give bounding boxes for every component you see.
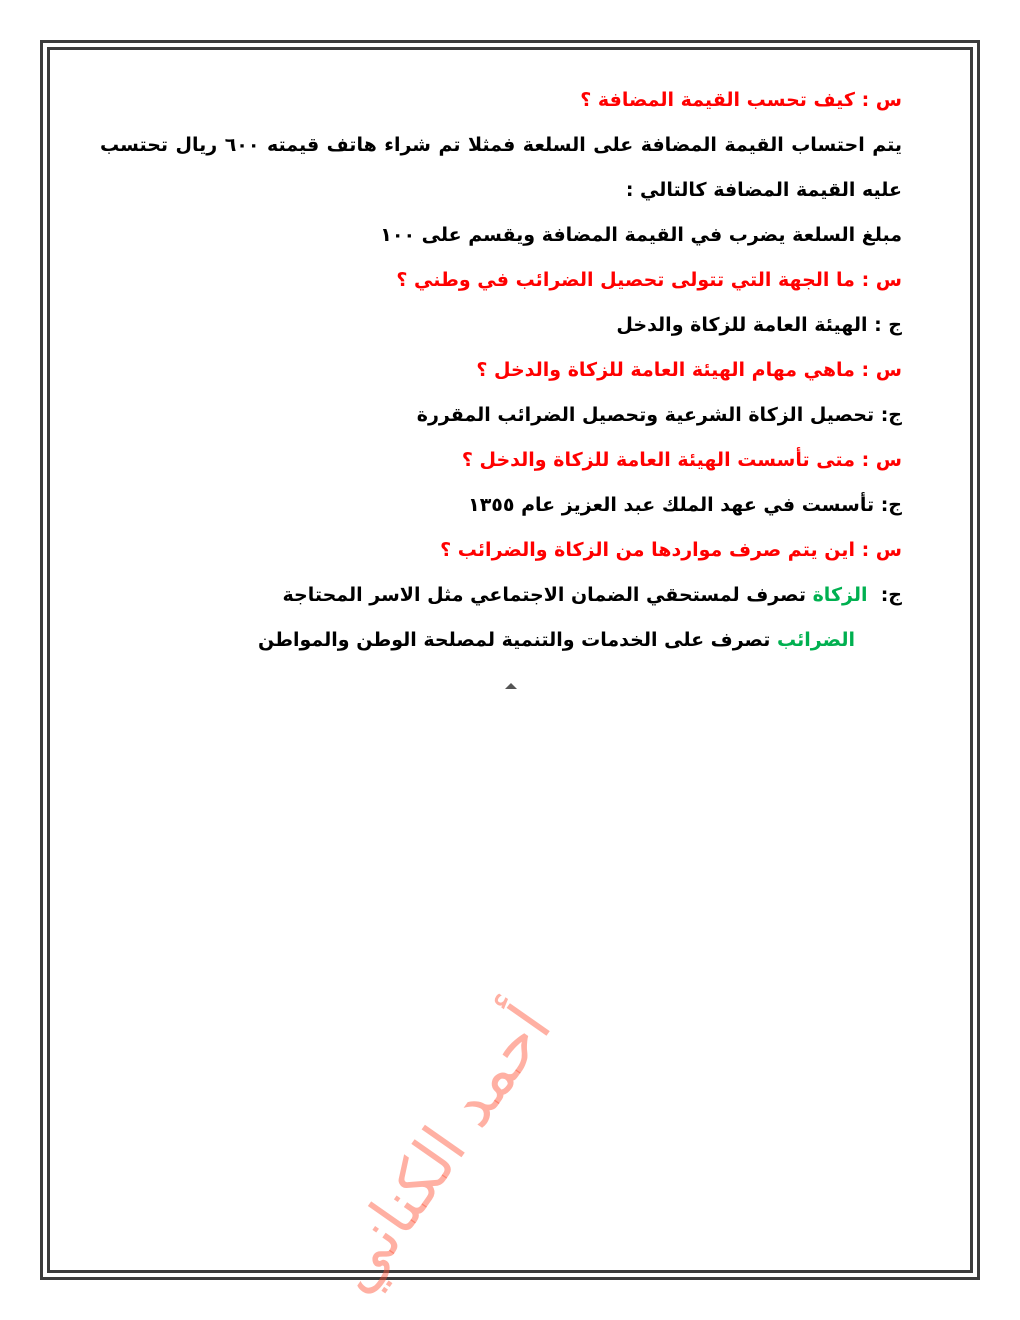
question-vat-calculation: س : كيف تحسب القيمة المضافة ؟ bbox=[580, 89, 902, 111]
answer-authority-founding: ج: تأسست في عهد الملك عبد العزيز عام ١٣٥٥ bbox=[468, 494, 902, 516]
answer-vat-explanation: يتم احتساب القيمة المضافة على السلعة فمثلا تم شراء هاتف قيمته ٦٠٠ ريال تحتسب عليه القيمة المضافة كالتالي : bbox=[100, 134, 903, 201]
answer-prefix: ج: bbox=[880, 584, 902, 606]
caret-up-icon bbox=[505, 683, 517, 689]
tax-term: الضرائب bbox=[777, 629, 855, 651]
question-tax-authority: س : ما الجهة التي تتولى تحصيل الضرائب في وطني ؟ bbox=[396, 269, 902, 291]
answer-vat-formula: مبلغ السلعة يضرب في القيمة المضافة ويقسم على ١٠٠ bbox=[380, 224, 902, 246]
tax-spending-text: تصرف على الخدمات والتنمية لمصلحة الوطن والمواطن bbox=[258, 629, 771, 651]
document-body bbox=[100, 78, 902, 663]
answer-zakat-spending bbox=[100, 573, 902, 618]
answer-tax-spending bbox=[100, 618, 902, 663]
handwritten-signature-watermark: أحمد الكناني bbox=[315, 992, 567, 1307]
question-resources-spending: س : اين يتم صرف مواردها من الزكاة والضرائب ؟ bbox=[440, 539, 902, 561]
zakat-spending-text: تصرف لمستحقي الضمان الاجتماعي مثل الاسر المحتاجة bbox=[282, 584, 806, 606]
question-authority-tasks: س : ماهي مهام الهيئة العامة للزكاة والدخل ؟ bbox=[476, 359, 902, 381]
answer-tax-authority: ج : الهيئة العامة للزكاة والدخل bbox=[616, 314, 902, 336]
answer-authority-tasks: ج: تحصيل الزكاة الشرعية وتحصيل الضرائب المقررة bbox=[416, 404, 902, 426]
zakat-term: الزكاة bbox=[812, 584, 868, 606]
question-authority-founding: س : متى تأسست الهيئة العامة للزكاة والدخل ؟ bbox=[461, 449, 902, 471]
